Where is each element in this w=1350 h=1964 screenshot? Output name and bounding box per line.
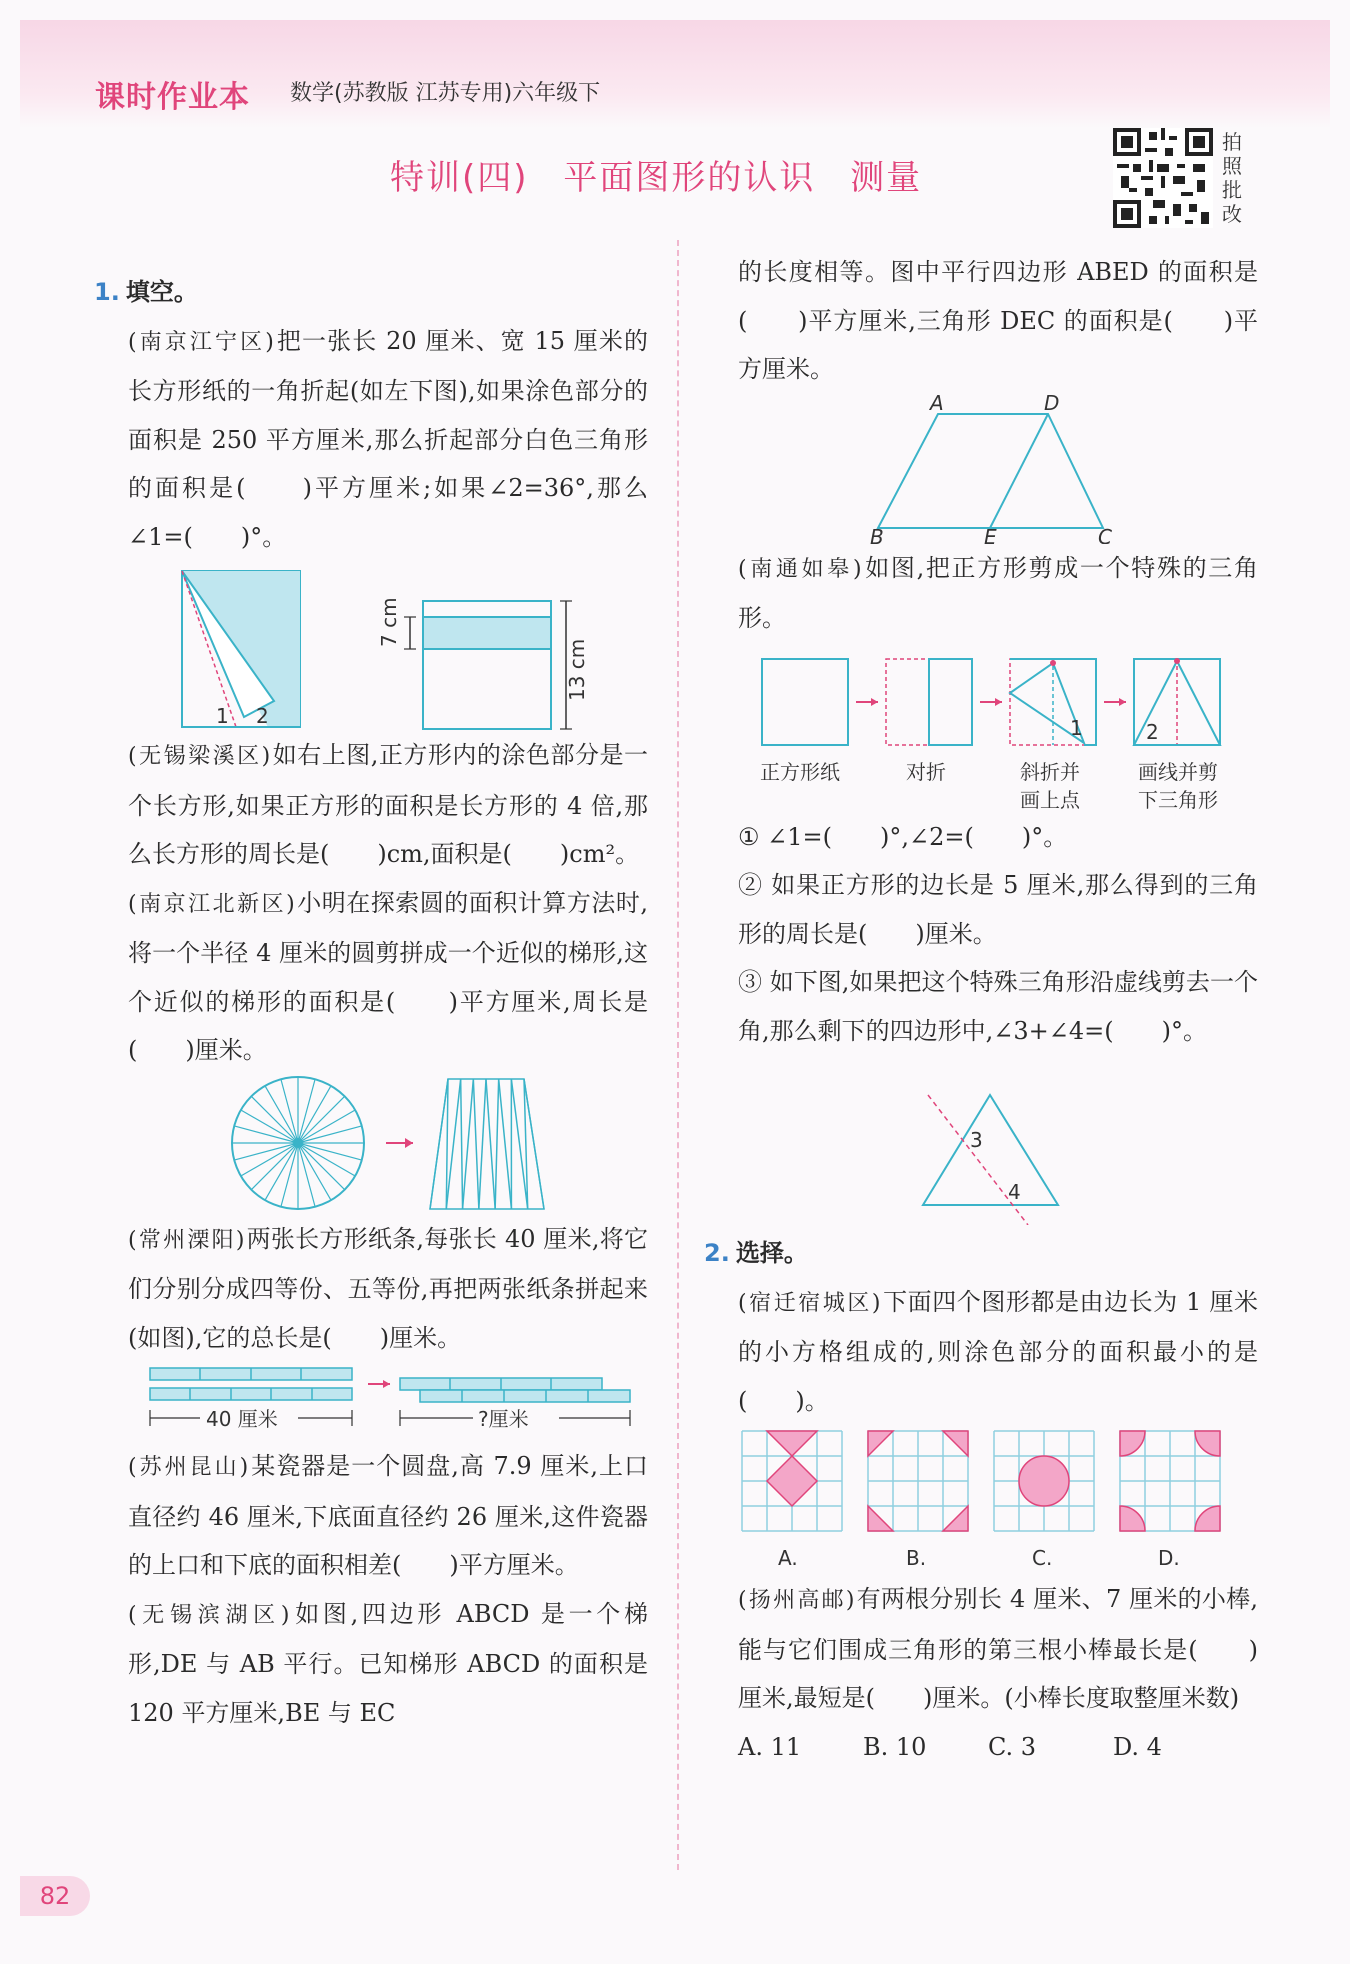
circle-sector-line	[298, 1143, 362, 1160]
fold-angle-2: 2	[256, 704, 269, 728]
q1-3-text: 小明在探索圆的面积计算方法时,将一个半径 4 厘米的圆剪拼成一个近似的梯形,这个近似的梯形的面积是( )平方厘米,周长是( )厘米。	[128, 888, 648, 1064]
section-2-heading	[704, 1229, 1258, 1278]
qr-label: 拍照批改	[1222, 130, 1242, 226]
title-part2: 平面图形的认识	[563, 158, 816, 198]
title-part1: 特训(四)	[390, 158, 529, 198]
q1-2-source: (无锡梁溪区)	[128, 744, 273, 769]
question-1-5	[128, 1442, 648, 1590]
section-1-heading	[94, 268, 648, 317]
vertex-C: C	[1098, 524, 1112, 544]
step-label-1: 正方形纸	[760, 759, 840, 784]
trapezoid-sector-line	[461, 1079, 463, 1209]
question-1-7-a: ① ∠1=( )°,∠2=( )°。	[738, 822, 1068, 851]
option-A[interactable]: A. 11	[738, 1732, 802, 1761]
q2-1-text: 下面四个图形都是由边长为 1 厘米的小方格组成的,则涂色部分的面积最小的是( )。	[738, 1287, 1259, 1415]
question-2-2	[738, 1575, 1258, 1723]
q1-4-text: 两张长方形纸条,每张长 40 厘米,将它们分别分成四等份、五等份,再把两张纸条拼起来(如图),它的总长是( )厘米。	[128, 1224, 648, 1352]
fold-angle-1: 1	[216, 704, 229, 728]
grid-label-A: A.	[778, 1546, 798, 1570]
circle-sector-line	[234, 1125, 298, 1142]
circle-sector-line	[298, 1079, 315, 1143]
angle-3: 3	[970, 1128, 983, 1152]
q1-7-source: (南通如皋)	[738, 556, 864, 582]
trapezoid-shape	[430, 1079, 544, 1209]
option-B[interactable]: B. 10	[863, 1732, 927, 1761]
trapezoid-sector-line	[463, 1079, 474, 1209]
question-1-2	[128, 731, 648, 879]
shaded-region	[1195, 1506, 1220, 1531]
right-column	[704, 248, 1259, 1771]
question-1-6-continued: 的长度相等。图中平行四边形 ABED 的面积是( )平方厘米,三角形 DEC 的面积是( )平方厘米。	[738, 258, 1258, 383]
strip-label-left: 40 厘米	[206, 1407, 278, 1431]
step-label-2: 对折	[906, 759, 946, 784]
subject-line: 数学(苏教版 江苏专用)六年级下	[290, 81, 601, 106]
folded-paper-figure	[182, 571, 300, 728]
title-part3: 测量	[850, 158, 923, 198]
vertex-D: D	[1044, 393, 1060, 415]
grid-option-A	[742, 1431, 842, 1531]
shaded-region	[767, 1456, 817, 1506]
section-2-label: 选择。	[735, 1239, 808, 1267]
cut-triangle-figure	[738, 1055, 1258, 1225]
option-D[interactable]: D. 4	[1113, 1732, 1162, 1761]
trapezoid-sector-line	[473, 1079, 479, 1209]
fold-figures	[128, 561, 648, 731]
section-2-number: 2.	[704, 1239, 730, 1267]
shaded-region	[868, 1431, 893, 1456]
shaded-region	[868, 1506, 893, 1531]
vertex-E: E	[984, 524, 997, 544]
brand-title: 课时作业本	[95, 80, 250, 115]
circle-sector-line	[281, 1143, 298, 1207]
q2-2-source: (扬州高邮)	[738, 1588, 857, 1613]
question-1-7	[738, 544, 1258, 643]
q1-4-source: (常州溧阳)	[128, 1227, 247, 1253]
square-cut-steps-figure	[738, 643, 1258, 813]
q1-7-text: 如图,把正方形剪成一个特殊的三角形。	[738, 553, 1258, 632]
square-angle-2: 2	[1146, 719, 1159, 744]
grid-options-figure	[738, 1425, 1258, 1575]
circle-sector-line	[234, 1143, 298, 1160]
grid-label-C: C.	[1032, 1546, 1053, 1570]
trapezoid-sector-line	[486, 1079, 495, 1209]
q2-1-source: (宿迁宿城区)	[738, 1290, 883, 1316]
trapezoid-sector-line	[495, 1079, 499, 1209]
step-label-4a: 画线并剪	[1138, 759, 1218, 784]
q1-6-text: 如图,四边形 ABCD 是一个梯形,DE 与 AB 平行。已知梯形 ABCD 的面积是 120 平方厘米,BE 与 EC	[128, 1599, 649, 1727]
shaded-region	[1019, 1456, 1069, 1506]
dim-13cm: 13 cm	[565, 638, 589, 701]
qr-code-icon[interactable]	[1113, 128, 1213, 228]
strip-label-right: ?厘米	[478, 1407, 529, 1431]
circle-sector-line	[298, 1143, 315, 1207]
trapezoid-figure	[738, 394, 1258, 544]
grid-option-D	[1120, 1431, 1220, 1531]
square-rect-figure	[377, 597, 589, 729]
q1-3-source: (南京江北新区)	[128, 891, 297, 917]
q1-6-source: (无锡滨湖区)	[128, 1602, 292, 1628]
dim-7cm: 7 cm	[377, 597, 401, 647]
step-label-4b: 下三角形	[1138, 787, 1218, 812]
option-C[interactable]: C. 3	[988, 1732, 1037, 1761]
section-1-number: 1.	[94, 278, 120, 306]
shaded-region	[767, 1431, 817, 1456]
shaded-region	[943, 1431, 968, 1456]
question-2-2-options	[738, 1723, 1258, 1772]
square-angle-1: 1	[1070, 715, 1083, 740]
q1-1-source: (南京江宁区)	[128, 329, 276, 355]
q2-2-text: 有两根分别长 4 厘米、7 厘米的小棒,能与它们围成三角形的第三根小棒最长是( )厘米,最短是( )厘米。(小棒长度取整厘米数)	[738, 1585, 1258, 1712]
column-divider	[677, 240, 679, 1870]
question-1-7-b: ② 如果正方形的边长是 5 厘米,那么得到的三角形的周长是( )厘米。	[738, 871, 1258, 948]
left-column	[94, 268, 649, 1737]
grid-option-B	[868, 1431, 968, 1531]
trapezoid-sector-line	[430, 1079, 448, 1209]
question-1-3	[128, 879, 648, 1075]
question-1-4	[128, 1215, 648, 1363]
circle-to-trapezoid-figure	[128, 1075, 648, 1215]
q1-5-source: (苏州昆山)	[128, 1455, 251, 1480]
grid-label-D: D.	[1158, 1546, 1180, 1570]
question-1-6	[128, 1590, 648, 1738]
grid-option-C	[994, 1431, 1094, 1531]
paper-strips-figure	[128, 1362, 648, 1442]
page-title	[390, 150, 944, 199]
trapezoid-sector-line	[499, 1079, 512, 1209]
arrow-icon	[405, 1138, 413, 1148]
circle-sector-line	[298, 1125, 362, 1142]
angle-4: 4	[1008, 1180, 1021, 1204]
q1-2-text: 如右上图,正方形内的涂色部分是一个长方形,如果正方形的面积是长方形的 4 倍,那么长方形的周长是( )cm,面积是( )cm²。	[128, 741, 648, 868]
shaded-region	[1120, 1506, 1145, 1531]
vertex-A: A	[930, 393, 944, 415]
circle-sector-line	[281, 1079, 298, 1143]
shaded-region	[1195, 1431, 1220, 1456]
q1-1-text: 把一张长 20 厘米、宽 15 厘米的长方形纸的一角折起(如左下图),如果涂色部分的面积是 250 平方厘米,那么折起部分白色三角形的面积是( )平方厘米;如果∠2=36°,那么∠1=( )°。	[128, 326, 649, 551]
vertex-B: B	[870, 524, 884, 544]
question-1-1	[128, 317, 648, 562]
question-2-1	[738, 1278, 1258, 1426]
trapezoid-sector-line	[479, 1079, 486, 1209]
section-1-label: 填空。	[125, 278, 198, 306]
q1-5-text: 某瓷器是一个圆盘,高 7.9 厘米,上口直径约 46 厘米,下底面直径约 26 厘米,这件瓷器的上口和下底的面积相差( )平方厘米。	[128, 1452, 648, 1579]
grid-label-B: B.	[906, 1546, 927, 1570]
question-1-7-c: ③ 如下图,如果把这个特殊三角形沿虚线剪去一个角,那么剩下的四边形中,∠3+∠4=( )°。	[738, 968, 1258, 1045]
step-label-3b: 画上点	[1020, 787, 1080, 812]
page-number: 82	[20, 1876, 90, 1916]
shaded-region	[1120, 1431, 1145, 1456]
shaded-region	[943, 1506, 968, 1531]
step-label-3a: 斜折并	[1020, 759, 1080, 784]
